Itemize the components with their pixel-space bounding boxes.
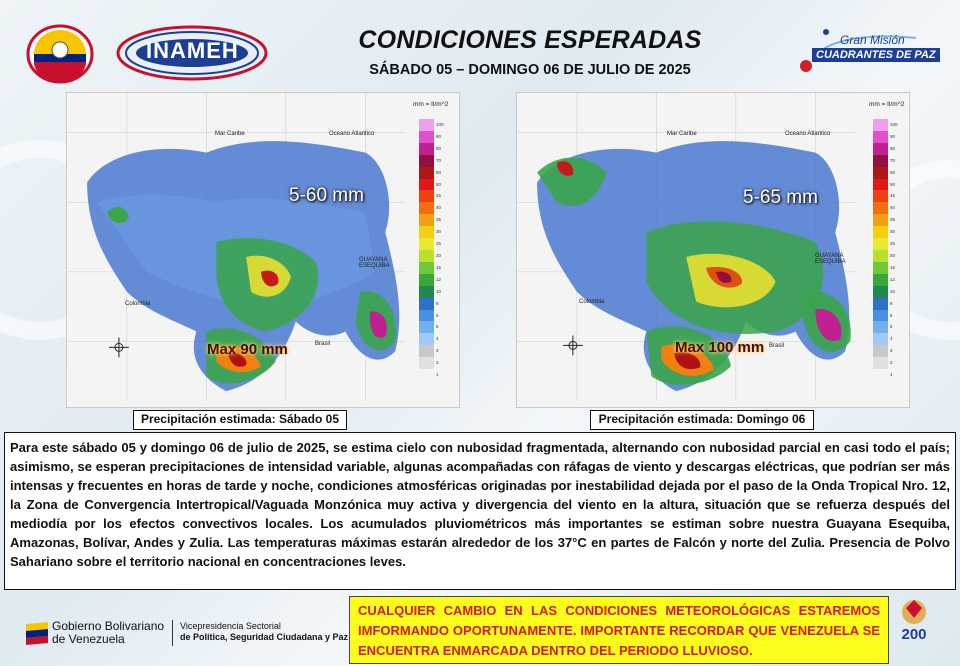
colorbar-tick-label: 6 — [436, 312, 439, 318]
colorbar-segment — [419, 262, 434, 274]
colorbar-tick-label: 45 — [890, 193, 896, 199]
cuadrantes-de-paz-label: CUADRANTES DE PAZ — [812, 48, 940, 62]
colorbar-segment — [873, 226, 888, 238]
forecast-description: Para este sábado 05 y domingo 06 de julio de 2025, se estima cielo con nubosidad fragmentada, alternando con nubosidad parcial en casi todo el país; asimismo, se esperan precipitaciones de intensidad variable, algunas acompañadas con ráfagas de viento y descargas eléctricas, que podrían ser más intensas y frecuentes en horas de tarde y noche, condiciones atmosféricas originadas por inestabilidad dejada por el paso de la Onda Tropical Nro. 12, la Zona de Convergencia Intertropical/Vaguada Monzónica muy activa y divergencia del viento en la altura, situación que se refuerza después del mediodía por los efectos convectivos locales. Los acumulados pluviométricos más importantes se estiman sobre nuestra Guayana Esequiba, Amazonas, Bolívar, Andes y Zulia. Las temperaturas máximas estarán alrededor de los 37°C en partes de Falcón y norte del Zulia. Presencia de Polvo Sahariano sobre el territorio nacional en concentraciones leves. — [4, 432, 956, 590]
colorbar-tick-label: 25 — [436, 241, 442, 247]
gran-mision-label: Gran Misión — [840, 33, 905, 47]
colorbar-segment — [873, 119, 888, 131]
colorbar-segment — [419, 155, 434, 167]
colorbar-tick-label: 12 — [436, 276, 442, 282]
colorbar-segment — [873, 345, 888, 357]
precip-units-label: mm = lt/m^2 — [869, 101, 905, 108]
label-brasil: Brasil — [315, 341, 331, 347]
gobierno-line1: Gobierno Bolivariano — [52, 619, 165, 633]
colorbar-tick-label: 50 — [436, 181, 442, 187]
colorbar-segment — [419, 214, 434, 226]
precip-colorbar — [419, 119, 444, 381]
colorbar-tick-label: 3 — [890, 348, 893, 354]
colorbar-tick-label: 10 — [436, 288, 442, 294]
colorbar-tick-label: 80 — [436, 145, 442, 151]
colorbar-tick-label: 5 — [436, 324, 439, 330]
colorbar-tick-label: 60 — [890, 169, 896, 175]
colorbar-tick-label: 100 — [890, 121, 898, 127]
colorbar-segment — [419, 202, 434, 214]
page-title: CONDICIONES ESPERADAS — [358, 26, 702, 54]
colorbar-tick-label: 15 — [436, 264, 442, 270]
precipitation-map-saturday — [66, 92, 460, 408]
colorbar-tick-label: 8 — [890, 300, 893, 306]
label-guayana-esequiba: GUAYANA ESEQUIBA — [815, 253, 846, 265]
colorbar-segment — [873, 369, 888, 381]
rainy-season-notice: CUALQUIER CAMBIO EN LAS CONDICIONES METEOROLÓGICAS ESTAREMOS IMFORMANDO OPORTUNAMENTE. IMPORTANTE RECORDAR QUE VENEZUELA SE ENCUENTRA ENMARCADA DENTRO DEL PERIODO LLUVIOSO. — [349, 596, 889, 664]
colorbar-tick-label: 20 — [890, 252, 896, 258]
colorbar-segment — [873, 298, 888, 310]
bicentenario-label: 200 — [901, 626, 927, 643]
colorbar-segment — [419, 131, 434, 143]
colorbar-segment — [419, 143, 434, 155]
colorbar-segment — [873, 167, 888, 179]
colorbar-segment — [873, 286, 888, 298]
colorbar-segment — [873, 131, 888, 143]
colorbar-segment — [873, 238, 888, 250]
colorbar-segment — [873, 179, 888, 191]
colorbar-tick-label: 90 — [890, 133, 896, 139]
colorbar-segment — [419, 369, 434, 381]
colorbar-segment — [419, 298, 434, 310]
colorbar-tick-label: 60 — [436, 169, 442, 175]
caption-sunday: Precipitación estimada: Domingo 06 — [590, 410, 814, 430]
colorbar-segment — [873, 214, 888, 226]
precipitation-map-sunday — [516, 92, 910, 408]
colorbar-segment — [873, 155, 888, 167]
colorbar-segment — [419, 321, 434, 333]
colorbar-tick-label: 1 — [890, 372, 893, 378]
colorbar-segment — [873, 333, 888, 345]
colorbar-tick-label: 2 — [436, 360, 439, 366]
colorbar-tick-label: 3 — [436, 348, 439, 354]
label-oceano-atlantico: Oceano Atlantico — [329, 131, 375, 137]
colorbar-tick-label: 10 — [890, 288, 896, 294]
colorbar-tick-label: 1 — [436, 372, 439, 378]
gobierno-bolivariano-label — [52, 620, 164, 646]
label-oceano-atlantico: Oceano Atlantico — [785, 131, 831, 137]
colorbar-tick-label: 100 — [436, 121, 444, 127]
colorbar-segment — [419, 250, 434, 262]
colorbar-tick-label: 40 — [436, 205, 442, 211]
colorbar-tick-label: 80 — [890, 145, 896, 151]
page-subtitle: SÁBADO 05 – DOMINGO 06 DE JULIO DE 2025 — [369, 62, 691, 78]
footer-divider — [172, 620, 173, 646]
label-mar-caribe: Mar Caribe — [215, 131, 245, 137]
colorbar-tick-label: 5 — [890, 324, 893, 330]
venezuela-precip-map-saturday — [67, 93, 459, 407]
colorbar-tick-label: 50 — [890, 181, 896, 187]
colorbar-tick-label: 90 — [436, 133, 442, 139]
label-guayana-esequiba: GUAYANA ESEQUIBA — [359, 257, 390, 269]
colorbar-tick-label: 4 — [436, 336, 439, 342]
colorbar-segment — [419, 238, 434, 250]
precip-range-label: 5-60 mm — [289, 185, 364, 206]
colorbar-tick-label: 70 — [436, 157, 442, 163]
colorbar-segment — [873, 202, 888, 214]
vice-line1: Vicepresidencia Sectorial — [180, 621, 281, 631]
precip-colorbar — [873, 119, 898, 381]
label-brasil: Brasil — [769, 343, 785, 349]
colorbar-segment — [419, 226, 434, 238]
precip-units-label: mm = lt/m^2 — [413, 101, 449, 108]
precip-range-label: 5-65 mm — [743, 187, 818, 208]
colorbar-segment — [419, 119, 434, 131]
colorbar-tick-label: 45 — [436, 193, 442, 199]
colorbar-segment — [873, 262, 888, 274]
colorbar-segment — [419, 357, 434, 369]
colorbar-tick-label: 30 — [890, 229, 896, 235]
colorbar-segment — [419, 179, 434, 191]
colorbar-segment — [419, 274, 434, 286]
colorbar-segment — [419, 310, 434, 322]
colorbar-segment — [419, 286, 434, 298]
colorbar-segment — [873, 310, 888, 322]
venezuela-coat-of-arms-logo — [26, 24, 94, 84]
venezuela-precip-map-sunday — [517, 93, 909, 407]
colorbar-segment — [873, 190, 888, 202]
colorbar-tick-label: 2 — [890, 360, 893, 366]
colorbar-tick-label: 40 — [890, 205, 896, 211]
colorbar-segment — [419, 167, 434, 179]
precip-max-label: Max 100 mm — [675, 339, 765, 356]
colorbar-segment — [873, 274, 888, 286]
colorbar-segment — [873, 321, 888, 333]
colorbar-tick-label: 4 — [890, 336, 893, 342]
colorbar-tick-label: 8 — [436, 300, 439, 306]
colorbar-tick-label: 35 — [436, 217, 442, 223]
colorbar-tick-label: 6 — [890, 312, 893, 318]
precip-max-label: Max 90 mm — [207, 341, 288, 358]
colorbar-tick-label: 20 — [436, 252, 442, 258]
label-colombia: Colombia — [125, 301, 151, 307]
colorbar-tick-label: 70 — [890, 157, 896, 163]
colorbar-segment — [873, 357, 888, 369]
caption-saturday: Precipitación estimada: Sábado 05 — [133, 410, 347, 430]
colorbar-tick-label: 25 — [890, 241, 896, 247]
colorbar-tick-label: 12 — [890, 276, 896, 282]
colorbar-segment — [419, 333, 434, 345]
colorbar-segment — [419, 345, 434, 357]
bicentenario-logo — [892, 596, 936, 652]
venezuela-flag-icon — [24, 620, 50, 646]
colorbar-tick-label: 30 — [436, 229, 442, 235]
colorbar-tick-label: 35 — [890, 217, 896, 223]
label-colombia: Colombia — [579, 299, 605, 305]
colorbar-segment — [873, 143, 888, 155]
colorbar-tick-label: 15 — [890, 264, 896, 270]
colorbar-segment — [873, 250, 888, 262]
gobierno-line2: de Venezuela — [52, 632, 125, 646]
vicepresidencia-label — [180, 621, 348, 643]
inameh-logo-text: INAMEH — [146, 38, 239, 63]
colorbar-segment — [419, 190, 434, 202]
label-mar-caribe: Mar Caribe — [667, 131, 697, 137]
vice-line2: de Política, Seguridad Ciudadana y Paz — [180, 632, 349, 642]
